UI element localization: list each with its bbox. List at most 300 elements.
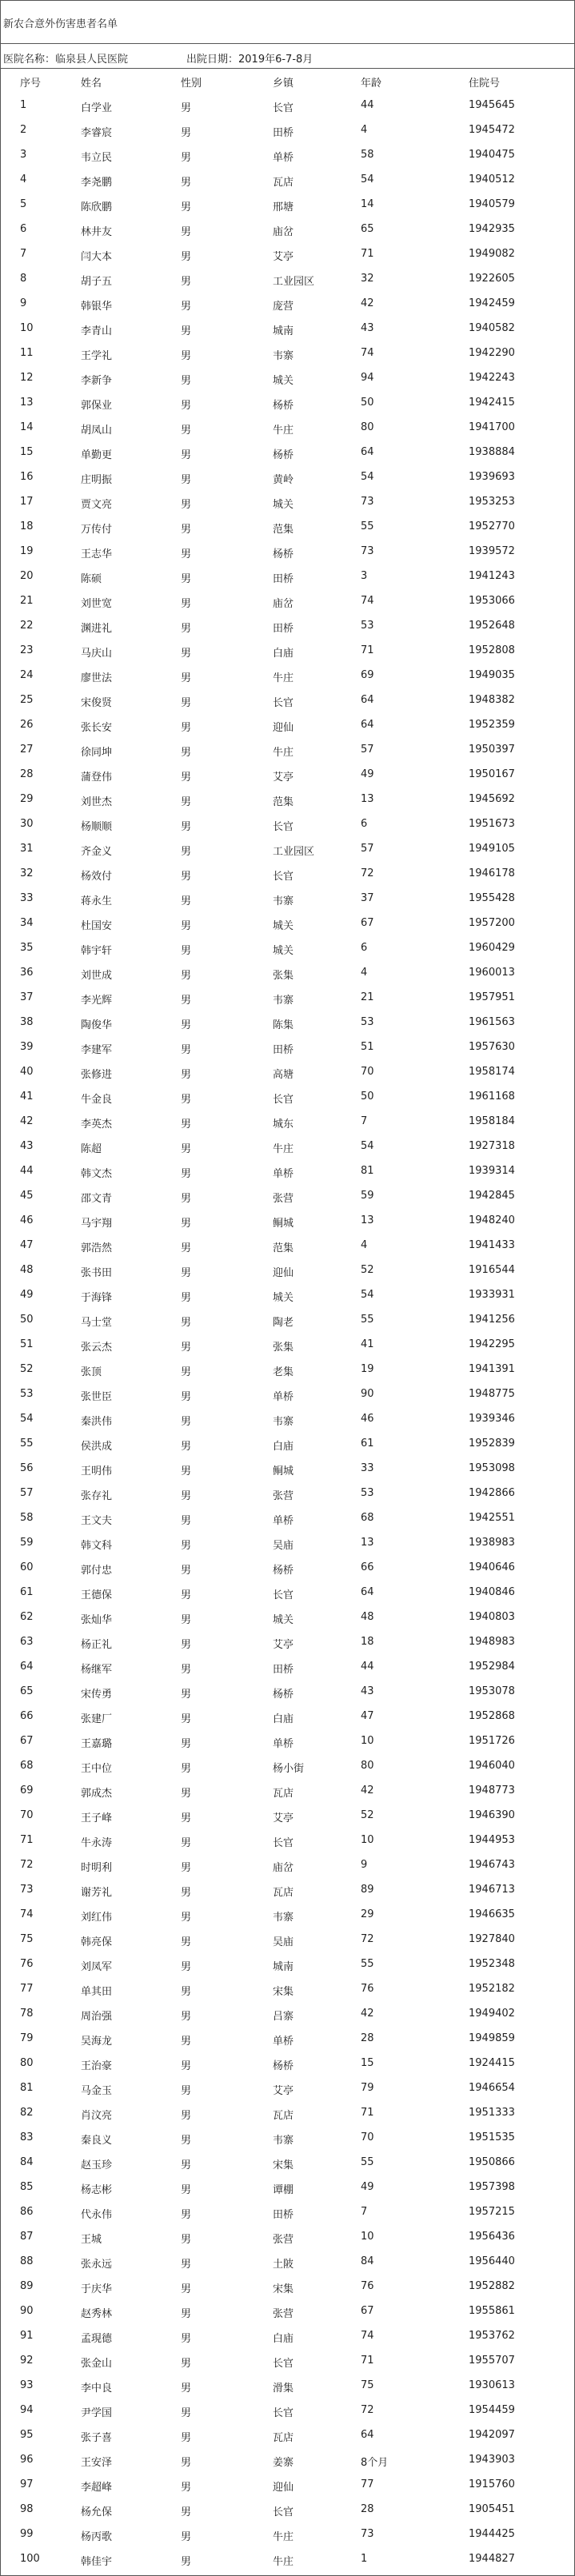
row-age: 75: [361, 2379, 374, 2391]
row-admission-no: 1940582: [469, 322, 515, 334]
row-index: 6: [20, 223, 27, 235]
row-admission-no: 1960429: [469, 942, 515, 954]
row-index: 92: [20, 2355, 34, 2367]
row-index: 47: [20, 1239, 34, 1251]
row-age: 54: [361, 1289, 374, 1301]
row-index: 49: [20, 1289, 34, 1301]
row-age: 54: [361, 1140, 374, 1152]
row-gender: 男: [181, 2234, 192, 2246]
row-admission-no: 1943903: [469, 2454, 515, 2466]
row-township: 长官: [273, 1837, 294, 1849]
row-name: 王嘉璐: [81, 1738, 113, 1750]
row-age: 41: [361, 1338, 374, 1350]
row-admission-no: 1946390: [469, 1809, 515, 1821]
table-row: [1, 1456, 574, 1481]
row-township: 高塘: [273, 1069, 294, 1081]
row-index: 74: [20, 1908, 34, 1920]
row-age: 10: [361, 1834, 374, 1846]
row-age: 13: [361, 1537, 374, 1549]
row-age: 7: [361, 2206, 368, 2218]
row-admission-no: 1958174: [469, 1066, 515, 1078]
row-index: 28: [20, 768, 34, 780]
row-admission-no: 1940475: [469, 149, 515, 161]
row-township: 杨桥: [273, 2060, 294, 2072]
row-township: 庞营: [273, 301, 294, 313]
row-gender: 男: [181, 1069, 192, 1081]
row-admission-no: 1941243: [469, 570, 515, 582]
row-index: 96: [20, 2454, 34, 2466]
row-age: 42: [361, 297, 374, 309]
row-name: 陈硕: [81, 573, 102, 585]
row-township: 长官: [273, 697, 294, 709]
row-index: 16: [20, 471, 34, 483]
row-index: 19: [20, 545, 34, 557]
row-township: 杨桥: [273, 1689, 294, 1701]
table-row: [1, 1208, 574, 1233]
row-age: 19: [361, 1363, 374, 1375]
row-admission-no: 1938983: [469, 1537, 515, 1549]
row-gender: 男: [181, 276, 192, 288]
row-index: 84: [20, 2156, 34, 2168]
row-name: 胡凤山: [81, 425, 113, 437]
row-index: 46: [20, 1214, 34, 1226]
row-index: 26: [20, 719, 34, 731]
row-township: 张营: [273, 2308, 294, 2320]
row-admission-no: 1942935: [469, 223, 515, 235]
row-name: 张存礼: [81, 1490, 113, 1502]
row-admission-no: 1927318: [469, 1140, 515, 1152]
table-row: [1, 390, 574, 415]
row-township: 韦寨: [273, 350, 294, 362]
row-age: 42: [361, 2008, 374, 2020]
row-admission-no: 1952770: [469, 520, 515, 532]
row-age: 48: [361, 1611, 374, 1623]
row-age: 53: [361, 620, 374, 632]
row-index: 93: [20, 2379, 34, 2391]
row-name: 李新争: [81, 375, 113, 387]
row-gender: 男: [181, 499, 192, 511]
row-age: 58: [361, 149, 374, 161]
row-index: 9: [20, 297, 27, 309]
row-name: 杨继军: [81, 1664, 113, 1676]
table-row: [1, 2546, 574, 2571]
row-index: 31: [20, 843, 34, 855]
row-age: 46: [361, 1413, 374, 1425]
row-age: 71: [361, 2107, 374, 2119]
row-name: 郭浩然: [81, 1242, 113, 1254]
row-name: 张灿华: [81, 1614, 113, 1626]
row-township: 工业园区: [273, 276, 315, 288]
row-index: 32: [20, 867, 34, 879]
row-name: 牛永涛: [81, 1837, 113, 1849]
row-name: 秦洪伟: [81, 1416, 113, 1428]
table-row: [1, 1183, 574, 1208]
row-township: 吕寨: [273, 2011, 294, 2023]
row-gender: 男: [181, 2259, 192, 2271]
row-name: 李睿宸: [81, 127, 113, 139]
row-name: 侯洪成: [81, 1441, 113, 1453]
row-index: 60: [20, 1561, 34, 1573]
row-age: 7: [361, 1115, 368, 1127]
row-admission-no: 1940803: [469, 1611, 515, 1623]
row-gender: 男: [181, 2482, 192, 2494]
row-age: 64: [361, 719, 374, 731]
row-admission-no: 1946635: [469, 1908, 515, 1920]
row-age: 53: [361, 1487, 374, 1499]
row-name: 王治豪: [81, 2060, 113, 2072]
row-admission-no: 1948240: [469, 1214, 515, 1226]
row-admission-no: 1956440: [469, 2255, 515, 2267]
row-gender: 男: [181, 2556, 192, 2568]
row-gender: 男: [181, 1961, 192, 1973]
row-admission-no: 1942415: [469, 397, 515, 409]
row-name: 时明利: [81, 1862, 113, 1874]
table-row: [1, 688, 574, 712]
row-age: 80: [361, 421, 374, 433]
row-name: 王城: [81, 2234, 102, 2246]
row-admission-no: 1951535: [469, 2131, 515, 2143]
row-age: 18: [361, 1636, 374, 1648]
table-row: [1, 787, 574, 811]
row-age: 15: [361, 2057, 374, 2069]
row-index: 4: [20, 173, 27, 185]
row-admission-no: 1905451: [469, 2503, 515, 2515]
row-admission-no: 1957951: [469, 991, 515, 1003]
row-index: 90: [20, 2305, 34, 2317]
row-gender: 男: [181, 1738, 192, 1750]
row-index: 91: [20, 2330, 34, 2342]
row-index: 13: [20, 397, 34, 409]
row-name: 张子喜: [81, 2432, 113, 2444]
table-row: [1, 489, 574, 514]
row-age: 43: [361, 1685, 374, 1697]
row-gender: 男: [181, 226, 192, 238]
row-age: 94: [361, 372, 374, 384]
row-gender: 男: [181, 1614, 192, 1626]
table-row: [1, 2125, 574, 2150]
row-age: 13: [361, 1214, 374, 1226]
row-admission-no: 1945692: [469, 793, 515, 805]
row-township: 杨桥: [273, 400, 294, 412]
row-gender: 男: [181, 697, 192, 709]
row-gender: 男: [181, 1837, 192, 1849]
row-gender: 男: [181, 1019, 192, 1031]
table-row: [1, 1406, 574, 1431]
row-gender: 男: [181, 1267, 192, 1279]
row-name: 于庆华: [81, 2283, 113, 2295]
row-name: 尹学国: [81, 2407, 113, 2419]
row-township: 宋集: [273, 2159, 294, 2171]
row-age: 55: [361, 2156, 374, 2168]
row-index: 59: [20, 1537, 34, 1549]
row-gender: 男: [181, 1218, 192, 1230]
row-name: 牛金良: [81, 1094, 113, 1106]
row-gender: 男: [181, 177, 192, 189]
row-admission-no: 1949859: [469, 2032, 515, 2044]
discharge-date: 出院日期：2019年6-7-8月: [186, 54, 313, 66]
table-row: [1, 440, 574, 465]
row-admission-no: 1957630: [469, 1041, 515, 1053]
table-row: [1, 341, 574, 365]
row-township: 白庙: [273, 1713, 294, 1725]
row-township: 城关: [273, 1292, 294, 1304]
row-name: 渊进礼: [81, 623, 113, 635]
row-township: 艾亭: [273, 251, 294, 263]
table-row: [1, 2274, 574, 2299]
row-name: 陈超: [81, 1143, 102, 1155]
row-gender: 男: [181, 2531, 192, 2543]
row-admission-no: 1953253: [469, 496, 515, 508]
row-township: 谭棚: [273, 2184, 294, 2196]
row-admission-no: 1955428: [469, 892, 515, 904]
row-gender: 男: [181, 1391, 192, 1403]
row-township: 长官: [273, 2358, 294, 2370]
row-name: 王中位: [81, 1763, 113, 1775]
row-index: 42: [20, 1115, 34, 1127]
row-admission-no: 1951333: [469, 2107, 515, 2119]
row-name: 秦良义: [81, 2135, 113, 2147]
row-name: 万传付: [81, 524, 113, 536]
row-gender: 男: [181, 1862, 192, 1874]
row-admission-no: 1957215: [469, 2206, 515, 2218]
row-index: 8: [20, 273, 27, 285]
table-row: [1, 1679, 574, 1704]
row-township: 宋集: [273, 2283, 294, 2295]
row-index: 69: [20, 1784, 34, 1796]
row-admission-no: 1942243: [469, 372, 515, 384]
table-row: [1, 167, 574, 192]
row-age: 52: [361, 1809, 374, 1821]
row-age: 4: [361, 967, 368, 979]
row-index: 63: [20, 1636, 34, 1648]
row-admission-no: 1951726: [469, 1735, 515, 1747]
row-admission-no: 1955861: [469, 2305, 515, 2317]
row-name: 赵玉珍: [81, 2159, 113, 2171]
table-row: [1, 762, 574, 787]
row-name: 李光辉: [81, 995, 113, 1007]
row-township: 牛庄: [273, 747, 294, 759]
row-gender: 男: [181, 301, 192, 313]
row-name: 韩亮保: [81, 1936, 113, 1948]
table-row: [1, 2522, 574, 2546]
row-admission-no: 1948382: [469, 694, 515, 706]
row-name: 代永伟: [81, 2209, 113, 2221]
row-admission-no: 1952984: [469, 1661, 515, 1673]
row-gender: 男: [181, 1490, 192, 1502]
row-township: 瓦店: [273, 2432, 294, 2444]
row-age: 44: [361, 1661, 374, 1673]
row-township: 瓦店: [273, 177, 294, 189]
row-age: 64: [361, 694, 374, 706]
hospital-info-bar: [1, 44, 574, 69]
row-age: 64: [361, 446, 374, 458]
row-township: 牛庄: [273, 1143, 294, 1155]
table-row: [1, 1035, 574, 1059]
row-admission-no: 1953078: [469, 1685, 515, 1697]
row-index: 17: [20, 496, 34, 508]
row-name: 韩宇轩: [81, 945, 113, 957]
row-gender: 男: [181, 1242, 192, 1254]
row-age: 84: [361, 2255, 374, 2267]
row-township: 牛庄: [273, 425, 294, 437]
row-gender: 男: [181, 2457, 192, 2469]
row-age: 71: [361, 248, 374, 260]
row-index: 43: [20, 1140, 34, 1152]
row-name: 马金玉: [81, 2085, 113, 2097]
row-name: 刘凤军: [81, 1961, 113, 1973]
row-admission-no: 1944953: [469, 1834, 515, 1846]
row-index: 87: [20, 2231, 34, 2243]
row-township: 长官: [273, 1589, 294, 1601]
table-row: [1, 1431, 574, 1456]
row-age: 89: [361, 1884, 374, 1896]
row-name: 王文夫: [81, 1515, 113, 1527]
table-row: [1, 1729, 574, 1753]
row-township: 韦寨: [273, 1912, 294, 1924]
row-admission-no: 1933931: [469, 1289, 515, 1301]
row-township: 陶老: [273, 1317, 294, 1329]
row-index: 33: [20, 892, 34, 904]
table-row: [1, 564, 574, 588]
row-gender: 男: [181, 2159, 192, 2171]
table-row: [1, 1059, 574, 1084]
table-row: [1, 118, 574, 142]
table-row: [1, 217, 574, 241]
row-township: 范集: [273, 1242, 294, 1254]
table-row: [1, 2001, 574, 2026]
table-row: [1, 2076, 574, 2100]
row-township: 城关: [273, 920, 294, 932]
table-row: [1, 2199, 574, 2224]
row-index: 89: [20, 2280, 34, 2292]
table-row: [1, 291, 574, 316]
row-index: 30: [20, 818, 34, 830]
row-age: 72: [361, 1933, 374, 1945]
row-township: 城东: [273, 1119, 294, 1130]
row-age: 10: [361, 2231, 374, 2243]
row-township: 艾亭: [273, 772, 294, 784]
row-admission-no: 1952882: [469, 2280, 515, 2292]
row-age: 73: [361, 2528, 374, 2540]
table-row: [1, 2348, 574, 2373]
table-row: [1, 1357, 574, 1382]
row-admission-no: 1946178: [469, 867, 515, 879]
table-row: [1, 1505, 574, 1530]
row-gender: 男: [181, 375, 192, 387]
row-index: 37: [20, 991, 34, 1003]
row-township: 韦寨: [273, 895, 294, 907]
row-admission-no: 1939314: [469, 1165, 515, 1177]
row-index: 97: [20, 2478, 34, 2490]
row-age: 70: [361, 1066, 374, 1078]
row-gender: 男: [181, 2283, 192, 2295]
row-name: 齐金义: [81, 846, 113, 858]
table-row: [1, 613, 574, 638]
row-admission-no: 1949402: [469, 2008, 515, 2020]
row-index: 45: [20, 1190, 34, 1202]
row-gender: 男: [181, 970, 192, 982]
row-age: 49: [361, 768, 374, 780]
table-row: [1, 316, 574, 341]
row-gender: 男: [181, 1986, 192, 1998]
row-name: 杨允保: [81, 2506, 113, 2518]
row-admission-no: 1927840: [469, 1933, 515, 1945]
row-age: 54: [361, 471, 374, 483]
row-index: 100: [20, 2553, 40, 2565]
row-gender: 男: [181, 1689, 192, 1701]
sheet-title-bar: [1, 1, 574, 44]
row-index: 44: [20, 1165, 34, 1177]
table-row: [1, 1481, 574, 1505]
table-row: [1, 861, 574, 886]
row-admission-no: 1948775: [469, 1388, 515, 1400]
table-row: [1, 2447, 574, 2472]
row-index: 79: [20, 2032, 34, 2044]
row-gender: 男: [181, 2209, 192, 2221]
row-age: 53: [361, 1016, 374, 1028]
table-row: [1, 1828, 574, 1852]
row-admission-no: 1941256: [469, 1314, 515, 1326]
row-township: 邢塘: [273, 201, 294, 213]
row-admission-no: 1940846: [469, 1586, 515, 1598]
row-gender: 男: [181, 672, 192, 684]
row-admission-no: 1916544: [469, 1264, 515, 1276]
row-township: 长官: [273, 821, 294, 833]
row-gender: 男: [181, 846, 192, 858]
row-gender: 男: [181, 1763, 192, 1775]
row-gender: 男: [181, 2060, 192, 2072]
row-gender: 男: [181, 920, 192, 932]
row-gender: 男: [181, 524, 192, 536]
table-row: [1, 2100, 574, 2125]
row-township: 老集: [273, 1366, 294, 1378]
row-age: 80: [361, 1760, 374, 1772]
row-name: 韩佳宇: [81, 2556, 113, 2568]
row-age: 29: [361, 1908, 374, 1920]
row-gender: 男: [181, 623, 192, 635]
table-row: [1, 266, 574, 291]
table-row: [1, 1877, 574, 1902]
row-index: 34: [20, 917, 34, 929]
row-township: 黄岭: [273, 474, 294, 486]
row-admission-no: 1952348: [469, 1958, 515, 1970]
row-gender: 男: [181, 1119, 192, 1130]
row-name: 肖汶亮: [81, 2110, 113, 2122]
row-age: 4: [361, 1239, 368, 1251]
row-name: 孟現德: [81, 2333, 113, 2345]
row-index: 15: [20, 446, 34, 458]
row-township: 瓦店: [273, 2110, 294, 2122]
row-index: 41: [20, 1091, 34, 1103]
table-row: [1, 415, 574, 440]
row-name: 张长安: [81, 722, 113, 734]
row-age: 52: [361, 1264, 374, 1276]
row-gender: 男: [181, 1887, 192, 1899]
row-township: 牛庄: [273, 672, 294, 684]
row-admission-no: 1953066: [469, 595, 515, 607]
row-gender: 男: [181, 1143, 192, 1155]
row-index: 2: [20, 124, 27, 136]
table-row: [1, 811, 574, 836]
table-row: [1, 1902, 574, 1927]
row-admission-no: 1942290: [469, 347, 515, 359]
row-gender: 男: [181, 1168, 192, 1180]
table-row: [1, 1233, 574, 1258]
row-index: 54: [20, 1413, 34, 1425]
row-township: 城关: [273, 375, 294, 387]
row-index: 78: [20, 2008, 34, 2020]
table-row: [1, 241, 574, 266]
